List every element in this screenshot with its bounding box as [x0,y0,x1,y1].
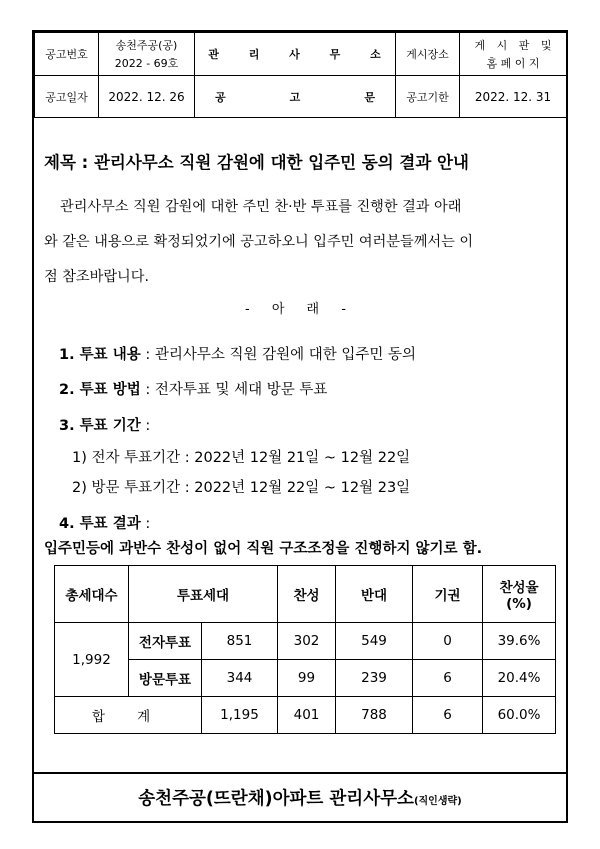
header-divider [34,117,566,124]
item-vote-content-label: 1. 투표 내용 [59,347,141,363]
period-electronic: 1) 전자 투표기간 : 2022년 12월 21일 ~ 12월 22일 [72,450,411,466]
header-approval-rate [483,566,556,623]
results-header-row [55,566,556,623]
notice-title-office-text: 관 리 사 무 소 [208,48,394,61]
approval-rate: 20.4% [483,660,556,697]
intro-paragraph [44,190,556,295]
header-total-households: 총세대수 [55,566,129,623]
posting-place-value-line-2: 홈 페 이 지 [486,57,540,70]
total-vote-count: 1,195 [202,697,278,734]
item-vote-result [59,512,150,533]
item-vote-method-label: 2. 투표 방법 [59,382,141,398]
item-vote-content [59,343,416,364]
total-label: 합 계 [55,697,202,734]
total-households-value: 1,992 [55,623,129,697]
item-vote-result-value: : [140,516,151,532]
against-count: 239 [336,660,413,697]
total-abstain-count: 6 [413,697,483,734]
for-count: 99 [278,660,336,697]
against-count: 549 [336,623,413,660]
notice-subject: 제목 : 관리사무소 직원 감원에 대한 입주민 동의 결과 안내 [44,153,469,172]
vote-type: 전자투표 [129,623,202,660]
item-vote-content-value: : 관리사무소 직원 감원에 대한 입주민 동의 [140,347,417,363]
item-vote-method [59,378,327,399]
posting-place-label: 게시장소 [396,33,460,76]
notice-title-office [195,33,396,76]
item-vote-result-label: 4. 투표 결과 [59,516,141,532]
signature-line [34,772,566,825]
abstain-count: 0 [413,623,483,660]
abstain-count: 6 [413,660,483,697]
item-vote-period [59,414,150,435]
notice-title-char-2: 고 [289,90,301,104]
notice-title-announcement [195,76,396,118]
vote-count: 344 [202,660,278,697]
posting-period-label: 공고기한 [396,76,460,118]
approval-rate: 39.6% [483,623,556,660]
notice-title-char-1: 공 [215,90,226,104]
notice-date-value: 2022. 12. 26 [99,76,195,118]
notice-number-value-line-1: 송천주공(공) [115,39,178,52]
notice-header-table [34,32,567,118]
intro-line-1: 관리사무소 직원 감원에 대한 주민 찬·반 투표를 진행한 결과 아래 [60,199,462,215]
notice-date-label: 공고일자 [35,76,99,118]
notice-page [32,30,568,823]
header-approval-rate-line-2: (%) [506,596,532,612]
vote-count: 851 [202,623,278,660]
table-total-row [55,697,556,734]
header-abstain: 기권 [413,566,483,623]
header-for: 찬성 [278,566,336,623]
below-heading: - 아 래 - [245,302,355,317]
item-vote-period-label: 3. 투표 기간 [59,418,141,434]
vote-type: 방문투표 [129,660,202,697]
result-conclusion: 입주민등에 과반수 찬성이 없어 직원 구조조정을 진행하지 않기로 함. [44,541,483,557]
notice-title-char-3: 문 [364,90,375,104]
notice-number-label: 공고번호 [35,33,99,76]
posting-place-value-line-1: 게 시 판 및 [474,39,552,52]
posting-period-value: 2022. 12. 31 [460,76,567,118]
total-against-count: 788 [336,697,413,734]
signature-seal-note: (직인생략) [413,796,462,807]
notice-number-value-line-2: 2022 - 69호 [114,57,179,70]
intro-line-3: 점 참조바랍니다. [44,269,149,285]
intro-line-2: 와 같은 내용으로 확정되었기에 공고하오니 입주민 여러분들께서는 이 [44,234,474,250]
for-count: 302 [278,623,336,660]
table-row [55,660,556,697]
header-voting-households: 투표세대 [129,566,278,623]
header-against: 반대 [336,566,413,623]
item-vote-period-value: : [140,418,151,434]
results-table [54,565,556,734]
posting-place-value [460,33,567,76]
item-vote-method-value: : 전자투표 및 세대 방문 투표 [140,382,328,398]
notice-number-value [99,33,195,76]
signature-name: 송천주공(뜨란채)아파트 관리사무소 [138,789,414,809]
header-approval-rate-line-1: 찬성율 [499,580,539,596]
total-for-count: 401 [278,697,336,734]
period-visit: 2) 방문 투표기간 : 2022년 12월 22일 ~ 12월 23일 [72,480,411,496]
total-approval-rate: 60.0% [483,697,556,734]
table-row [55,623,556,660]
